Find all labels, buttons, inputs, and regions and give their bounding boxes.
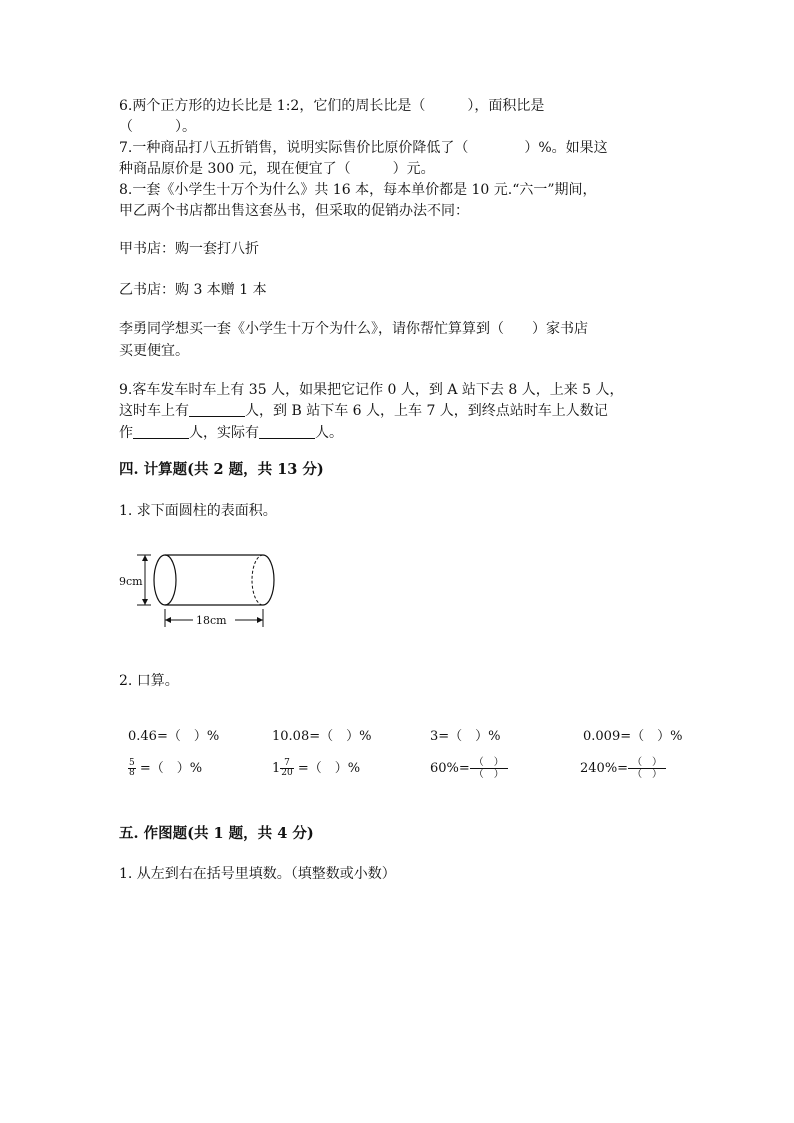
q7-line1: 7.一种商品打八五折销售，说明实际售价比原价降低了（ ）%。如果这 xyxy=(119,140,608,156)
q9-blank-3[interactable] xyxy=(259,424,315,439)
calc-6: 1 $\frac{7}{20}$ =（ ）% xyxy=(272,758,361,778)
calc-2: 10.08=（ ）% xyxy=(272,729,372,744)
q8-line1: 8.一套《小学生十万个为什么》共 16 本，每本单价都是 10 元.“六一”期间， xyxy=(119,182,597,198)
fraction-blank-60[interactable]: $\frac{( )}{( )}$ xyxy=(470,757,508,780)
height-arrow-bottom xyxy=(142,599,148,605)
q9-line3-b: 人，实际有 xyxy=(189,425,259,441)
cylinder-right-hidden-arc xyxy=(252,555,263,605)
q9-line2-a: 这时车上有 xyxy=(119,403,189,419)
q8-ask1: 李勇同学想买一套《小学生十万个为什么》，请你帮忙算算到（ ）家书店 xyxy=(119,321,588,337)
q6-line1: 6.两个正方形的边长比是 1:2，它们的周长比是（ ），面积比是 xyxy=(119,98,545,114)
section4-title: 四. 计算题(共 2 题，共 13 分) xyxy=(119,461,324,478)
q9-line2-b: 人，到 B 站下车 6 人，上车 7 人，到终点站时车上人数记 xyxy=(245,403,608,419)
fraction-5-8: $\frac{5}{8}$ xyxy=(129,758,135,778)
cylinder-figure xyxy=(115,545,285,635)
q6-line2: （ ）。 xyxy=(119,119,196,135)
section5-title: 五. 作图题(共 1 题，共 4 分) xyxy=(119,825,314,842)
q8-line2: 甲乙两个书店都出售这套丛书，但采取的促销办法不同： xyxy=(119,203,469,219)
q7-line2: 种商品原价是 300 元，现在便宜了（ ）元。 xyxy=(119,161,435,177)
length-arrow-left xyxy=(165,617,171,623)
height-arrow-top xyxy=(142,555,148,561)
length-arrow-right xyxy=(257,617,263,623)
section4-q2: 2. 口算。 xyxy=(119,673,179,689)
height-label: 9cm xyxy=(119,575,143,588)
calc-1: 0.46=（ ）% xyxy=(128,729,220,744)
calc-7: 60%= $\frac{( )}{( )}$ xyxy=(430,757,508,780)
section5-q1: 1. 从左到右在括号里填数。（填整数或小数） xyxy=(119,866,396,882)
length-label: 18cm xyxy=(196,614,227,627)
fraction-blank-240[interactable]: $\frac{( )}{( )}$ xyxy=(628,757,666,780)
cylinder-left-face xyxy=(154,555,176,605)
section4-q1: 1. 求下面圆柱的表面积。 xyxy=(119,503,277,519)
q8-option-a: 甲书店：购一套打八折 xyxy=(119,241,259,257)
calc-3: 3=（ ）% xyxy=(430,729,501,744)
q9-line2 xyxy=(119,401,608,421)
q9-line3-a: 作 xyxy=(119,425,133,441)
calc-5: $\frac{5}{8}$ =（ ）% xyxy=(129,758,203,778)
q9-line3-c: 人。 xyxy=(315,425,343,441)
q9-line1: 9.客车发车时车上有 35 人，如果把它记作 0 人，到 A 站下去 8 人，上来 5 人， xyxy=(119,382,624,398)
q9-line3 xyxy=(119,423,343,443)
q9-blank-1[interactable] xyxy=(189,402,245,417)
q8-option-b: 乙书店：购 3 本赠 1 本 xyxy=(119,282,267,298)
fraction-7-20: $\frac{7}{20}$ xyxy=(281,758,293,778)
calc-4: 0.009=（ ）% xyxy=(583,729,683,744)
q9-blank-2[interactable] xyxy=(133,424,189,439)
calc-8: 240%= $\frac{( )}{( )}$ xyxy=(580,757,666,780)
cylinder-right-front-arc xyxy=(263,555,274,605)
q8-ask2: 买更便宜。 xyxy=(119,343,189,359)
